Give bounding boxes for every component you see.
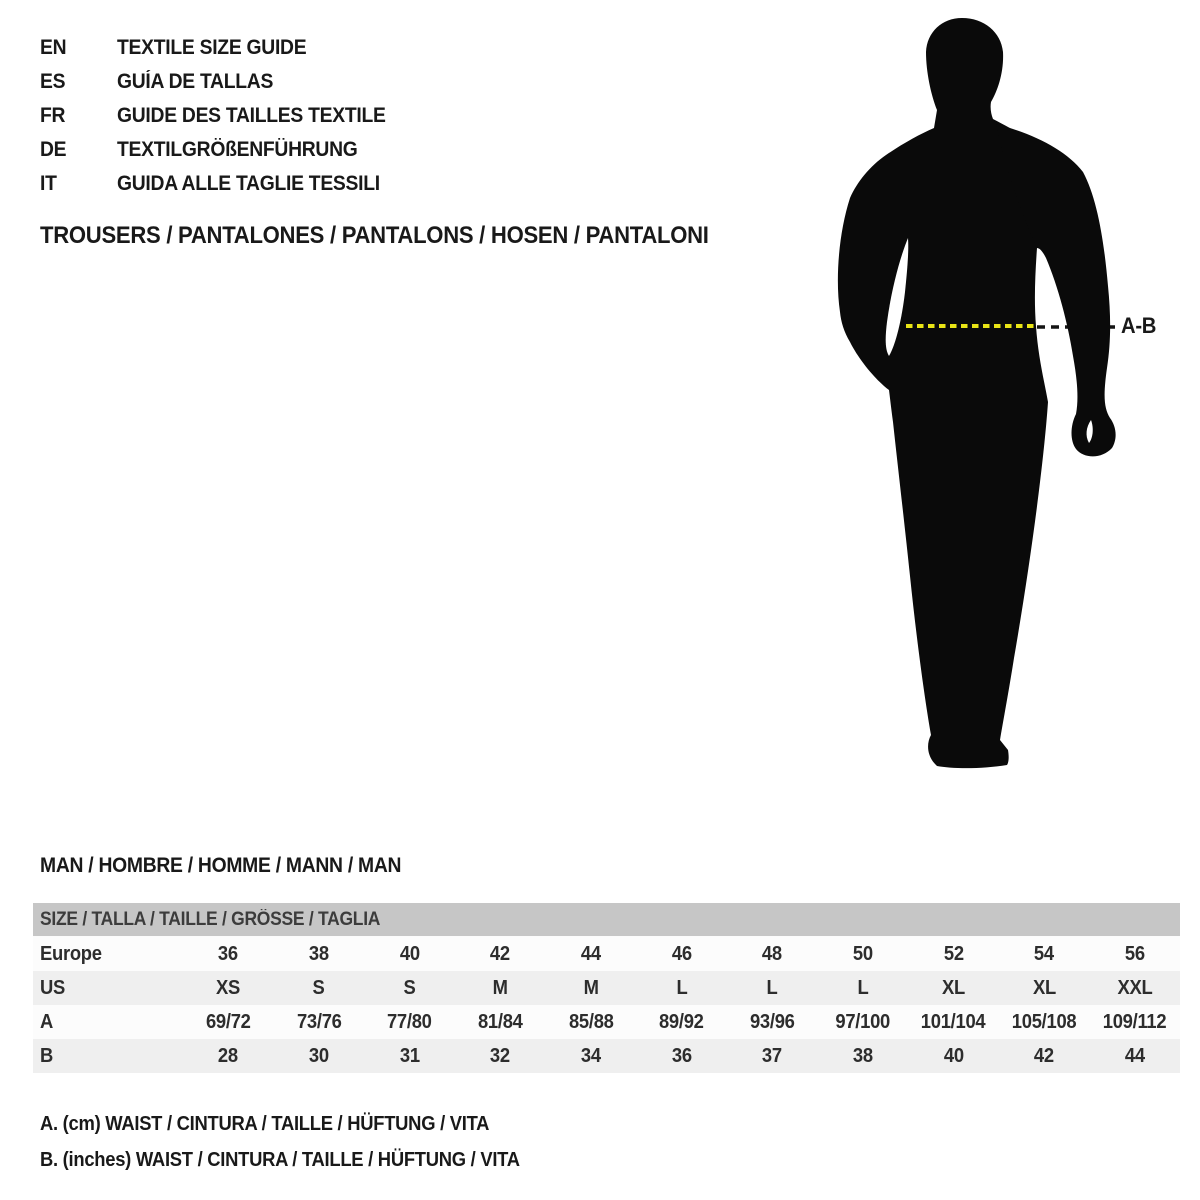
size-cell: 42 (1034, 1044, 1054, 1067)
size-cell: S (403, 976, 416, 999)
size-cell: 105/108 (1011, 1010, 1077, 1033)
size-cell: 40 (943, 1044, 964, 1067)
size-table-header-label: SIZE / TALLA / TAILLE / GRÖSSE / TAGLIA (40, 908, 381, 930)
language-title: GUÍA DE TALLAS (117, 70, 274, 93)
man-silhouette-body (838, 18, 1058, 768)
size-cell: 42 (490, 942, 511, 965)
size-cell: 50 (852, 942, 873, 965)
size-cell: M (492, 976, 508, 999)
language-title: GUIDE DES TAILLES TEXTILE (117, 104, 386, 127)
size-cell: 32 (490, 1044, 511, 1067)
measurement-footnotes (40, 1106, 562, 1178)
size-cell: 97/100 (835, 1010, 891, 1033)
size-cell: XL (1032, 976, 1056, 999)
size-cell: 36 (671, 1044, 692, 1067)
size-cell: L (766, 976, 778, 999)
language-code: DE (40, 138, 67, 161)
language-title: TEXTILE SIZE GUIDE (117, 36, 307, 59)
table-row-europe (33, 937, 1180, 971)
left-armpit-gap (886, 238, 909, 356)
size-cell: 37 (762, 1044, 783, 1067)
size-cell: 69/72 (205, 1010, 251, 1033)
size-cell: 73/76 (296, 1010, 342, 1033)
size-cell: 38 (308, 942, 329, 965)
language-title-list (40, 31, 409, 201)
size-cell: 109/112 (1102, 1010, 1167, 1033)
size-cell: 44 (1124, 1044, 1145, 1067)
waist-measure-label: A-B (1121, 313, 1157, 338)
table-row-a-cm (33, 1005, 1180, 1039)
size-cell: 38 (852, 1044, 873, 1067)
language-code: EN (40, 36, 67, 59)
footnote-a: A. (cm) WAIST / CINTURA / TAILLE / HÜFTUNG / VITA (40, 1113, 490, 1135)
size-cell: XL (941, 976, 965, 999)
language-title: GUIDA ALLE TAGLIE TESSILI (117, 172, 380, 195)
row-label: A (40, 1010, 54, 1033)
row-label: US (40, 976, 66, 999)
size-cell: 46 (671, 942, 692, 965)
size-cell: 36 (218, 942, 239, 965)
table-row-us (33, 971, 1180, 1005)
language-code: IT (40, 172, 57, 195)
size-cell: L (857, 976, 869, 999)
table-row-b-inches (33, 1039, 1180, 1073)
size-cell: 30 (308, 1044, 329, 1067)
man-silhouette-right-arm (996, 124, 1116, 456)
size-cell: 101/104 (921, 1010, 986, 1033)
size-cell: 77/80 (387, 1010, 432, 1033)
footnote-b: B. (inches) WAIST / CINTURA / TAILLE / HÜFTUNG / VITA (40, 1149, 520, 1171)
size-table-header (33, 903, 1180, 937)
size-cell: M (583, 976, 599, 999)
row-label: B (40, 1044, 54, 1067)
language-title: TEXTILGRÖßENFÜHRUNG (117, 138, 358, 161)
size-table (33, 903, 1180, 1073)
size-cell: 44 (580, 942, 601, 965)
size-cell: 40 (399, 942, 420, 965)
gender-title: MAN / HOMBRE / HOMME / MANN / MAN (40, 854, 402, 877)
size-cell: XS (216, 976, 241, 999)
size-cell: 81/84 (477, 1010, 523, 1033)
size-cell: 34 (580, 1044, 601, 1067)
size-cell: 54 (1034, 942, 1054, 965)
garment-title: TROUSERS / PANTALONES / PANTALONS / HOSEN / PANTALONI (40, 222, 709, 249)
row-label: Europe (40, 942, 102, 965)
size-cell: 28 (218, 1044, 239, 1067)
size-cell: 93/96 (749, 1010, 795, 1033)
thumb-notch (1087, 420, 1093, 443)
size-cell: XXL (1117, 976, 1153, 999)
language-code: FR (40, 104, 66, 127)
size-cell: S (312, 976, 325, 999)
language-code: ES (40, 70, 66, 93)
size-cell: 56 (1124, 942, 1145, 965)
size-cell: L (676, 976, 687, 999)
size-cell: 52 (943, 942, 964, 965)
size-cell: 48 (762, 942, 783, 965)
size-cell: 85/88 (568, 1010, 614, 1033)
size-cell: 31 (399, 1044, 420, 1067)
size-cell: 89/92 (659, 1010, 704, 1033)
